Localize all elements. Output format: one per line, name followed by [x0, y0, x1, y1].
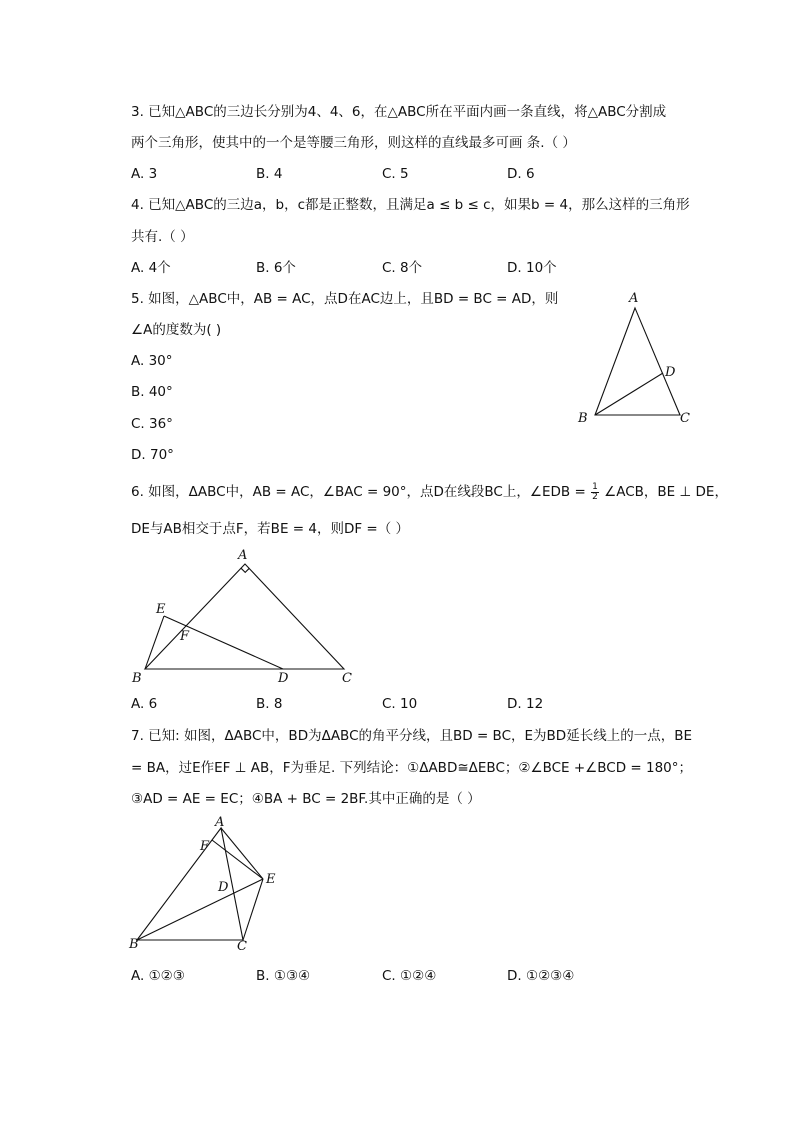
- q4-option-c[interactable]: C. 8个: [382, 260, 423, 276]
- q5-stem-line2: ∠A的度数为( ): [131, 322, 222, 338]
- q5-option-d[interactable]: D. 70°: [131, 447, 174, 463]
- q6-triangle-abc: [145, 564, 344, 669]
- q5-option-b[interactable]: B. 40°: [131, 384, 173, 400]
- q3-option-d[interactable]: D. 6: [507, 166, 535, 182]
- q6-right-angle-mark: [241, 568, 249, 572]
- q6-stem-line2: DE与AB相交于点F，若BE = 4，则DF =（ ）: [131, 521, 410, 537]
- q6-segment-be: [145, 616, 164, 669]
- q6-stem-part2: ∠ACB，BE ⊥ DE，: [604, 484, 728, 500]
- q7-segment-ae: [221, 828, 263, 879]
- q6-label-d: D: [278, 671, 289, 686]
- q7-option-d[interactable]: D. ①②③④: [507, 968, 575, 984]
- q6-option-a[interactable]: A. 6: [131, 696, 158, 712]
- q7-stem-line3: ③AD = AE = EC；④BA + BC = 2BF.其中正确的是（ ）: [131, 791, 481, 807]
- q7-label-b: B: [129, 937, 139, 952]
- q5-triangle-figure: [570, 288, 700, 428]
- q5-label-a: A: [629, 291, 639, 306]
- q4-stem-line2: 共有.（ ）: [131, 229, 194, 245]
- q7-segment-ec: [243, 879, 263, 940]
- q7-option-c[interactable]: C. ①②④: [382, 968, 437, 984]
- q7-quadrilateral-figure: [125, 813, 295, 958]
- q6-triangle-figure: [130, 545, 370, 690]
- q5-option-c[interactable]: C. 36°: [131, 416, 173, 432]
- q3-option-a[interactable]: A. 3: [131, 166, 158, 182]
- q4-option-a[interactable]: A. 4个: [131, 260, 171, 276]
- q6-fraction-den: 2: [592, 491, 598, 502]
- q6-label-b: B: [132, 671, 142, 686]
- q4-stem-line1: 4. 已知△ABC的三边a，b，c都是正整数，且满足a ≤ b ≤ c，如果b = 4，那么这样的三角形: [131, 197, 690, 213]
- q7-label-f: F: [200, 839, 210, 854]
- q3-stem-line1: 3. 已知△ABC的三边长分别为4、4、6，在△ABC所在平面内画一条直线，将△ABC分割成: [131, 104, 667, 120]
- q6-stem-line1: [131, 482, 728, 502]
- q7-stem-line2: = BA，过E作EF ⊥ AB，F为垂足. 下列结论：①ΔABD≅ΔEBC；②∠BCE +∠BCD = 180°；: [131, 760, 693, 776]
- q7-label-d: D: [218, 880, 229, 895]
- q7-option-b[interactable]: B. ①③④: [256, 968, 311, 984]
- q7-option-a[interactable]: A. ①②③: [131, 968, 185, 984]
- q6-label-e: E: [156, 602, 166, 617]
- q7-segment-fe: [212, 840, 263, 879]
- q7-stem-line1: 7. 已知: 如图，ΔABC中，BD为ΔABC的角平分线，且BD = BC，E为BD延长线上的一点，BE: [131, 728, 692, 744]
- q6-fraction-num: 1: [592, 481, 598, 492]
- q6-label-f: F: [180, 629, 190, 644]
- q5-option-a[interactable]: A. 30°: [131, 353, 173, 369]
- q6-label-a: A: [238, 548, 248, 563]
- q3-option-c[interactable]: C. 5: [382, 166, 409, 182]
- q6-label-c: C: [342, 671, 352, 686]
- q6-fraction: [591, 483, 599, 502]
- q6-option-d[interactable]: D. 12: [507, 696, 544, 712]
- q5-label-b: B: [578, 411, 588, 426]
- q3-stem-line2: 两个三角形，使其中的一个是等腰三角形，则这样的直线最多可画 条.（ ）: [131, 135, 576, 151]
- q5-label-c: C: [680, 411, 690, 426]
- q7-label-e: E: [266, 872, 276, 887]
- q5-label-d: D: [665, 365, 676, 380]
- q5-triangle-abc: [595, 308, 680, 415]
- q4-option-b[interactable]: B. 6个: [256, 260, 296, 276]
- q5-stem-line1: 5. 如图，△ABC中，AB = AC，点D在AC边上，且BD = BC = AD，则: [131, 291, 559, 307]
- q5-segment-bd: [595, 373, 663, 415]
- q7-label-a: A: [215, 815, 225, 830]
- q3-option-b[interactable]: B. 4: [256, 166, 283, 182]
- q6-option-c[interactable]: C. 10: [382, 696, 418, 712]
- q4-option-d[interactable]: D. 10个: [507, 260, 557, 276]
- q6-option-b[interactable]: B. 8: [256, 696, 283, 712]
- q6-stem-part1: 6. 如图，ΔABC中，AB = AC，∠BAC = 90°，点D在线段BC上，∠EDB =: [131, 484, 586, 500]
- q7-label-c: C: [237, 939, 247, 954]
- q7-segment-be: [137, 879, 263, 940]
